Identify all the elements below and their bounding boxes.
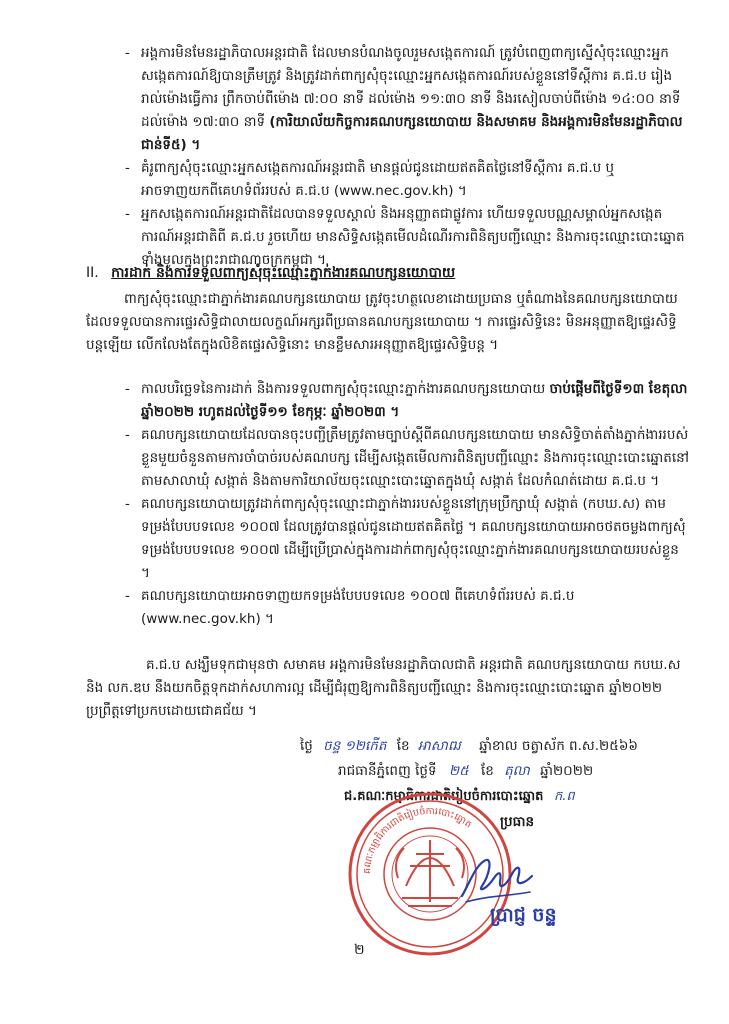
page-number: ២ [354,942,365,958]
seal-ring-text: គណៈកម្មាធិការជាតិរៀបចំការបោះឆ្នោត [361,805,474,875]
bullet-dash: - [125,496,130,512]
bullet-dash: - [125,588,130,604]
handwritten-solar-day: ២៥ [448,763,469,779]
section1-bullet [125,157,691,203]
closing-paragraph: គ.ជ.ប សង្ឃឹមទុកជាមុនថា សមាគម អង្គការមិនមែនរដ្ឋាភិបាលជាតិ អន្តរជាតិ គណបក្សនយោបាយ កបឃ.ស និង លក.ឌប នឹងយកចិត្តទុកដាក់សហការល្អ ដើម្បីជំរុញឱ្យការពិនិត្យបញ្ជីឈ្មោះ និងការចុះឈ្មោះបោះឆ្នោត ឆ្នាំ២០២២ ប្រព្រឹត្តទៅប្រកបដោយជោគជ័យ ។ [86,657,681,719]
bullet-text: កាលបរិច្ឆេទនៃការដាក់ និងការទទួលពាក្យសុំចុះឈ្មោះភ្នាក់ងារគណបក្សនយោបាយ [141,381,546,397]
solar-date-suffix: ឆ្នាំ២០២២ [540,763,594,779]
bullet-dash: - [125,206,130,222]
lunar-date-line [300,735,700,757]
bullet-text: គណបក្សនយោបាយត្រូវដាក់ពាក្យសុំចុះឈ្មោះជាភ្នាក់ងាររបស់ខ្លួននៅក្រុមប្រឹក្សាឃុំ សង្កាត់ (កបឃ.ស) តាមទម្រង់បែបបទលេខ ១០០៧ ដែលត្រូវបានផ្តល់ជូនដោយឥតគិតថ្លៃ ។ គណបក្សនយោបាយអាចថតចម្លងពាក្យសុំទម្រង់បែបបទលេខ ១០០៧ ដើម្បីប្រើប្រាស់ក្នុងការដាក់ពាក្យសុំចុះឈ្មោះភ្នាក់ងារគណបក្សនយោបាយរបស់ខ្លួន ។ [141,496,686,581]
section2-heading [86,262,686,284]
signatory-title: ប្រធាន [500,814,535,830]
section-number: II. [86,265,99,281]
section2-intro: ពាក្យសុំចុះឈ្មោះជាភ្នាក់ងារគណបក្សនយោបាយ ត្រូវចុះហត្ថលេខាដោយប្រធាន ឬតំណាងនៃគណបក្សនយោបាយ ដែលទទួលបានការផ្ទេរសិទ្ធិជាលាយលក្ខណ៍អក្សរពីប្រធានគណបក្សនយោបាយ ។ ការផ្ទេរសិទ្ធិនេះ មិនអនុញ្ញាតឱ្យផ្ទេរសិទ្ធិបន្តឡើយ លើកលែងតែក្នុងលិខិតផ្ទេរសិទ្ធិនោះ មានខ្លឹមសារអនុញ្ញាតឱ្យផ្ទេរសិទ្ធិបន្ត ។ [86,291,678,353]
solar-month-label: ខែ [480,763,494,779]
handwritten-lunar-day: ចន្ទ ១២កើត [323,738,387,754]
section2-bullet [125,493,691,585]
lunar-date-prefix: ថ្ងៃ [300,738,313,754]
bullet-text: អង្គការមិនមែនរដ្ឋាភិបាលអន្តរជាតិ ដែលមានបំណងចូលរួមសង្កេតការណ៍ ត្រូវបំពេញពាក្យស្នើសុំចុះឈ្មោះអ្នកសង្កេតការណ៍ឱ្យបានត្រឹមត្រូវ និងត្រូវដាក់ពាក្យសុំចុះឈ្មោះអ្នកសង្កេតការណ៍របស់ខ្លួននៅទីស្តីការ គ.ជ.ប រៀងរាល់ម៉ោងធ្វើការ ព្រឹកចាប់ពីម៉ោង ៧:០០ នាទី ដល់ម៉ោង ១១:៣០ នាទី និងរសៀលចាប់ពីម៉ោង ១៤:០០ នាទី ដល់ម៉ោង ១៧:៣០ នាទី [141,45,681,130]
signatory-name: ប្រាជ្ញ ចន្ទ [490,904,557,926]
handwritten-signature [456,852,536,908]
signatory-org-name: ជ.គណៈកម្មាធិការជាតិរៀបចំការបោះឆ្នោត [344,789,544,804]
bullet-text: គំរូពាក្យសុំចុះឈ្មោះអ្នកសង្កេតការណ៍អន្តរជាតិ មានផ្តល់ជូនដោយឥតគិតថ្លៃនៅទីស្តីការ គ.ជ.ប ឬអាចទាញយកពីគេហទំព័ររបស់ គ.ជ.ប (www.nec.gov.kh) ។ [141,160,615,199]
section1-bullet-list [125,42,691,272]
lunar-month-label: ខែ [396,738,410,754]
bullet-date-bold: ចាប់ផ្តើមពីថ្ងៃទី១៣ ខែតុលា ឆ្នាំ២០២២ រហូតដល់ថ្ងៃទី១១ ខែកុម្ភៈ ឆ្នាំ២០២៣ ។ [141,381,688,420]
bullet-text: គណបក្សនយោបាយដែលបានចុះបញ្ជីត្រឹមត្រូវតាមច្បាប់ស្តីពីគណបក្សនយោបាយ មានសិទ្ធិចាត់តាំងភ្នាក់ងាររបស់ខ្លួនមួយចំនួនតាមការចាំបាច់របស់គណបក្ស ដើម្បីសង្កេតមើលការពិនិត្យបញ្ជីឈ្មោះ និងការចុះឈ្មោះបោះឆ្នោតនៅតាមសាលាឃុំ សង្កាត់ និងតាមការិយាល័យចុះឈ្មោះបោះឆ្នោតក្នុងឃុំ សង្កាត់ ដែលកំណត់ដោយ គ.ជ.ប ។ [141,427,689,489]
bullet-dash: - [125,45,130,61]
bullet-tail-bold: (ការិយាល័យកិច្ចការគណបក្សនយោបាយ និងសមាគម និងអង្គការមិនមែនរដ្ឋាភិបាល ជាន់ទី៥) ។ [141,114,683,153]
handwritten-initial: ក.ព [553,789,575,804]
handwritten-solar-month: តុលា [504,763,530,779]
bullet-dash: - [125,427,130,443]
section2-bullet [125,378,691,424]
bullet-dash: - [125,381,130,397]
solar-date-line [338,760,708,782]
solar-date-prefix: រាជធានីភ្នំពេញ ថ្ងៃទី [338,763,437,779]
section-title: ការដាក់ និងការទទួលពាក្យសុំចុះឈ្មោះភ្នាក់ងារគណបក្សនយោបាយ [111,265,456,281]
lunar-date-suffix: ឆ្នាំខាល ចត្វាស័ក ព.ស.២៥៦៦ [479,738,638,754]
handwritten-lunar-month: អាសាឍ [417,738,461,754]
section2-bullet [125,424,691,493]
bullet-dash: - [125,160,130,176]
section2-bullet-list [125,378,691,631]
section2-bullet [125,585,691,631]
section1-bullet [125,42,691,157]
bullet-text: អ្នកសង្កេតការណ៍អន្តរជាតិដែលបានទទួលស្គាល់ និងអនុញ្ញាតជាផ្លូវការ ហើយទទួលបណ្ណសម្គាល់អ្នកសង្កេតការណ៍អន្តរជាតិពី គ.ជ.ប រួចហើយ មានសិទ្ធិសង្កេតមើលដំណើរការពិនិត្យបញ្ជីឈ្មោះ និងការចុះឈ្មោះបោះឆ្នោតទាំងមូលក្នុងព្រះរាជាណាចក្រកម្ពុជា ។ [141,206,685,268]
bullet-text: គណបក្សនយោបាយអាចទាញយកទម្រង់បែបបទលេខ ១០០៧ ពីគេហទំព័ររបស់ គ.ជ.ប (www.nec.gov.kh) ។ [141,588,575,627]
